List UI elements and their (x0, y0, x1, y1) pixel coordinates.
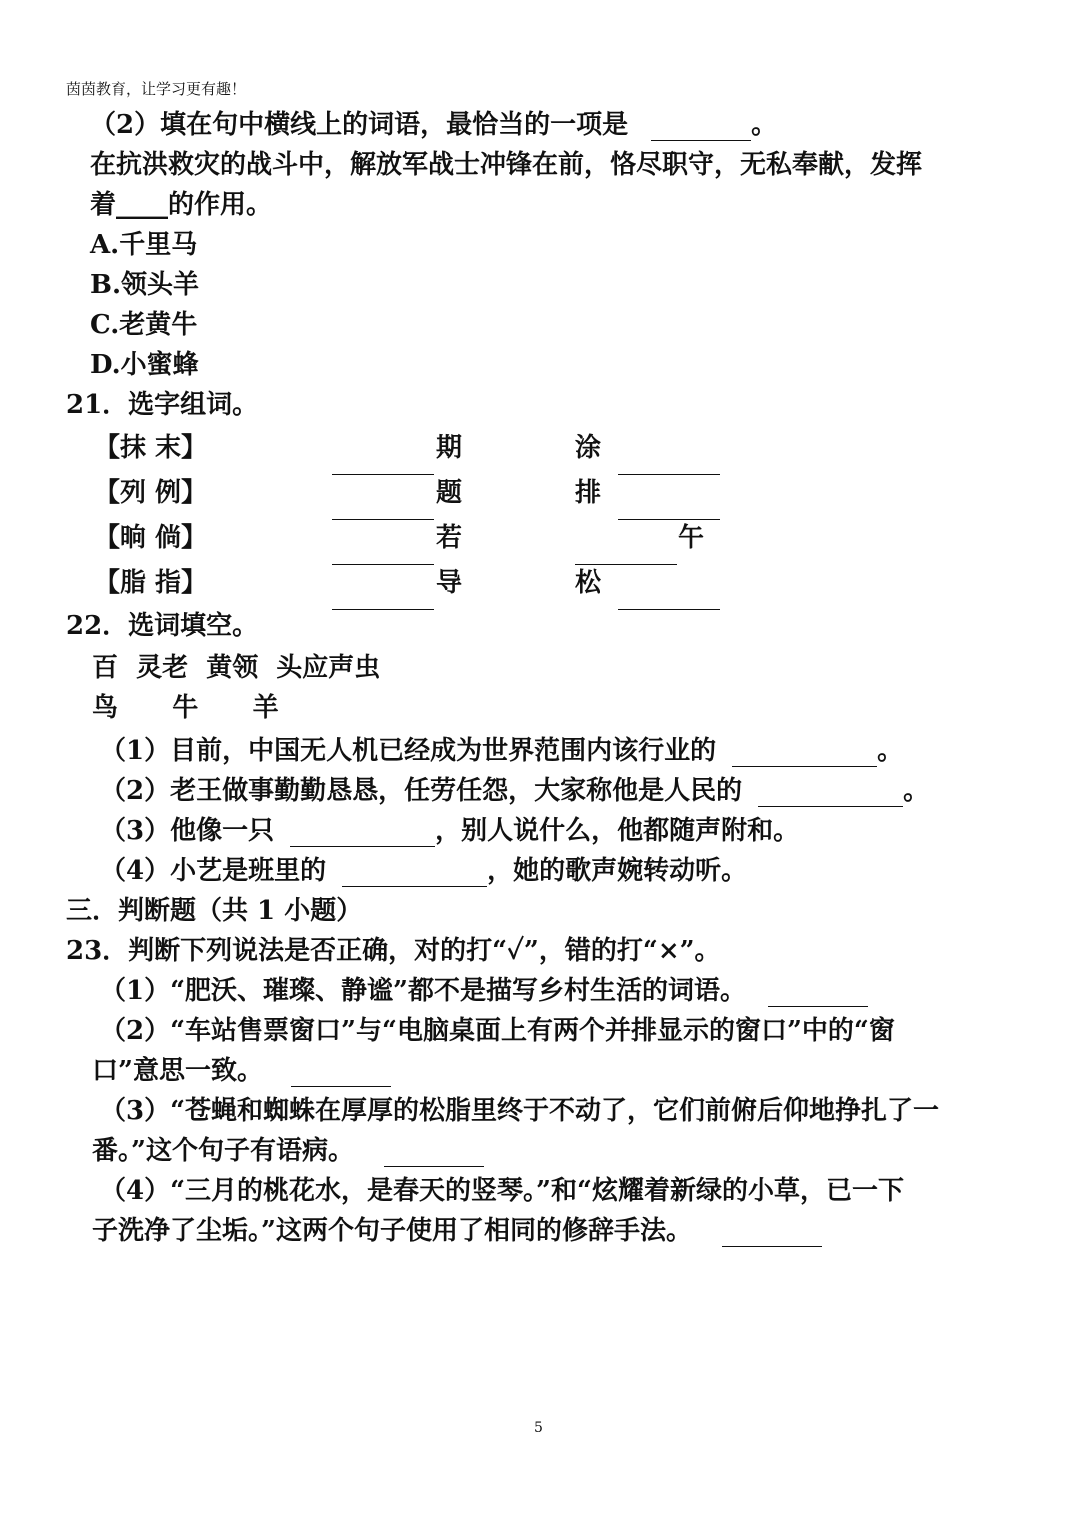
q23-item-4-text: 子洗净了尘垢。”这两个句子使用了相同的修辞手法。 (92, 1216, 692, 1246)
q20-2-sentence-2: 着____的作用。 (90, 190, 273, 220)
q21-row-1-left-blank[interactable] (332, 434, 434, 475)
q21-row-1-left-char: 期 (436, 433, 463, 463)
q22-item-3 (100, 811, 799, 851)
page-number: 5 (534, 1420, 543, 1436)
q21-row-3-left-blank[interactable] (332, 524, 434, 565)
q23-item-1-blank[interactable] (768, 976, 868, 1007)
q21-row-3-right-char: 午 (678, 523, 705, 553)
q21-row-3-right-blank[interactable] (575, 524, 677, 565)
q22-title: 22．选词填空。 (66, 611, 259, 641)
q23-item-1 (100, 971, 868, 1011)
q23-item-4-blank[interactable] (722, 1216, 822, 1247)
q21-row-3-left-char: 若 (436, 523, 463, 553)
q23-item-3-text: 番。”这个句子有语病。 (92, 1136, 354, 1166)
q20-2-option-b: B.领头羊 (90, 270, 200, 300)
q22-item-1 (100, 731, 903, 771)
q23-item-2-text: 口”意思一致。 (92, 1056, 263, 1086)
q21-row-2-left-char: 题 (436, 478, 463, 508)
q20-2-option-c: C.老黄牛 (90, 310, 198, 340)
q22-item-4 (100, 851, 747, 891)
q23-title: 23．判断下列说法是否正确，对的打“✓”，错的打“×”。 (66, 936, 721, 966)
q22-item-1-after: 。 (877, 736, 904, 766)
q23-item-2-blank[interactable] (291, 1056, 391, 1087)
q21-row-2-pair: 【列 例】 (94, 478, 208, 508)
q21-row-4-pair: 【脂 指】 (94, 568, 208, 598)
q22-item-3-blank[interactable] (290, 816, 435, 847)
q22-item-3-after: ，别人说什么，他都随声附和。 (435, 816, 800, 846)
q20-2-answer-blank[interactable] (651, 110, 751, 141)
q21-row-1-right-char: 涂 (575, 433, 602, 463)
q22-item-3-text: （3）他像一只 (100, 816, 275, 846)
q21-row-2-right-blank[interactable] (618, 479, 720, 520)
q22-item-4-after: ，她的歌声婉转动听。 (487, 856, 748, 886)
q22-item-1-blank[interactable] (732, 736, 877, 767)
q22-item-2-blank[interactable] (758, 776, 903, 807)
q22-item-2 (100, 771, 929, 811)
q20-2-period: 。 (751, 110, 778, 140)
q21-row-4-right-char: 松 (575, 568, 602, 598)
q21-row-1-right-blank[interactable] (618, 434, 720, 475)
q23-item-3-blank[interactable] (384, 1136, 484, 1167)
q21-row-3-pair: 【晌 倘】 (94, 523, 208, 553)
q21-row-2-right-char: 排 (575, 478, 602, 508)
section-3-heading: 三．判断题（共 1 小题） (66, 896, 363, 926)
q23-item-1-text: （1）“肥沃、璀璨、静谧”都不是描写乡村生活的词语。 (100, 976, 747, 1006)
q23-item-2-line-1: （2）“车站售票窗口”与“电脑桌面上有两个并排显示的窗口”中的“窗 (100, 1016, 895, 1046)
q20-2-option-d: D.小蜜蜂 (90, 350, 199, 380)
q22-item-2-text: （2）老王做事勤勤恳恳，任劳任怨，大家称他是人民的 (100, 776, 743, 806)
q21-row-1-pair: 【抹 末】 (94, 433, 208, 463)
page-header: 茵茵教育，让学习更有趣！ (66, 80, 247, 98)
q20-2-prompt-line (90, 105, 777, 145)
q22-item-2-after: 。 (903, 776, 930, 806)
q23-item-4-line-1: （4）“三月的桃花水，是春天的竖琴。”和“炫耀着新绿的小草，已一下 (100, 1176, 904, 1206)
q23-item-2-line-2 (92, 1051, 391, 1091)
q23-item-4-line-2 (92, 1211, 822, 1251)
q22-word-bank-line-2: 鸟 牛 羊 (92, 693, 279, 723)
q23-item-3-line-1: （3）“苍蝇和蜘蛛在厚厚的松脂里终于不动了，它们前俯后仰地挣扎了一 (100, 1096, 940, 1126)
q21-title: 21．选字组词。 (66, 390, 259, 420)
q21-row-4-left-blank[interactable] (332, 569, 434, 610)
q22-item-1-text: （1）目前，中国无人机已经成为世界范围内该行业的 (100, 736, 717, 766)
q20-2-prompt: （2）填在句中横线上的词语，最恰当的一项是 (90, 110, 629, 140)
q22-item-4-blank[interactable] (342, 856, 487, 887)
q22-item-4-text: （4）小艺是班里的 (100, 856, 327, 886)
q21-row-4-left-char: 导 (436, 568, 463, 598)
q22-word-bank-line-1: 百 灵老 黄领 头应声虫 (92, 653, 381, 683)
q20-2-sentence-1: 在抗洪救灾的战斗中，解放军战士冲锋在前，恪尽职守，无私奉献，发挥 (90, 150, 923, 180)
q21-row-4-right-blank[interactable] (618, 569, 720, 610)
q21-row-2-left-blank[interactable] (332, 479, 434, 520)
q20-2-option-a: A.千里马 (90, 230, 198, 260)
q23-item-3-line-2 (92, 1131, 484, 1171)
